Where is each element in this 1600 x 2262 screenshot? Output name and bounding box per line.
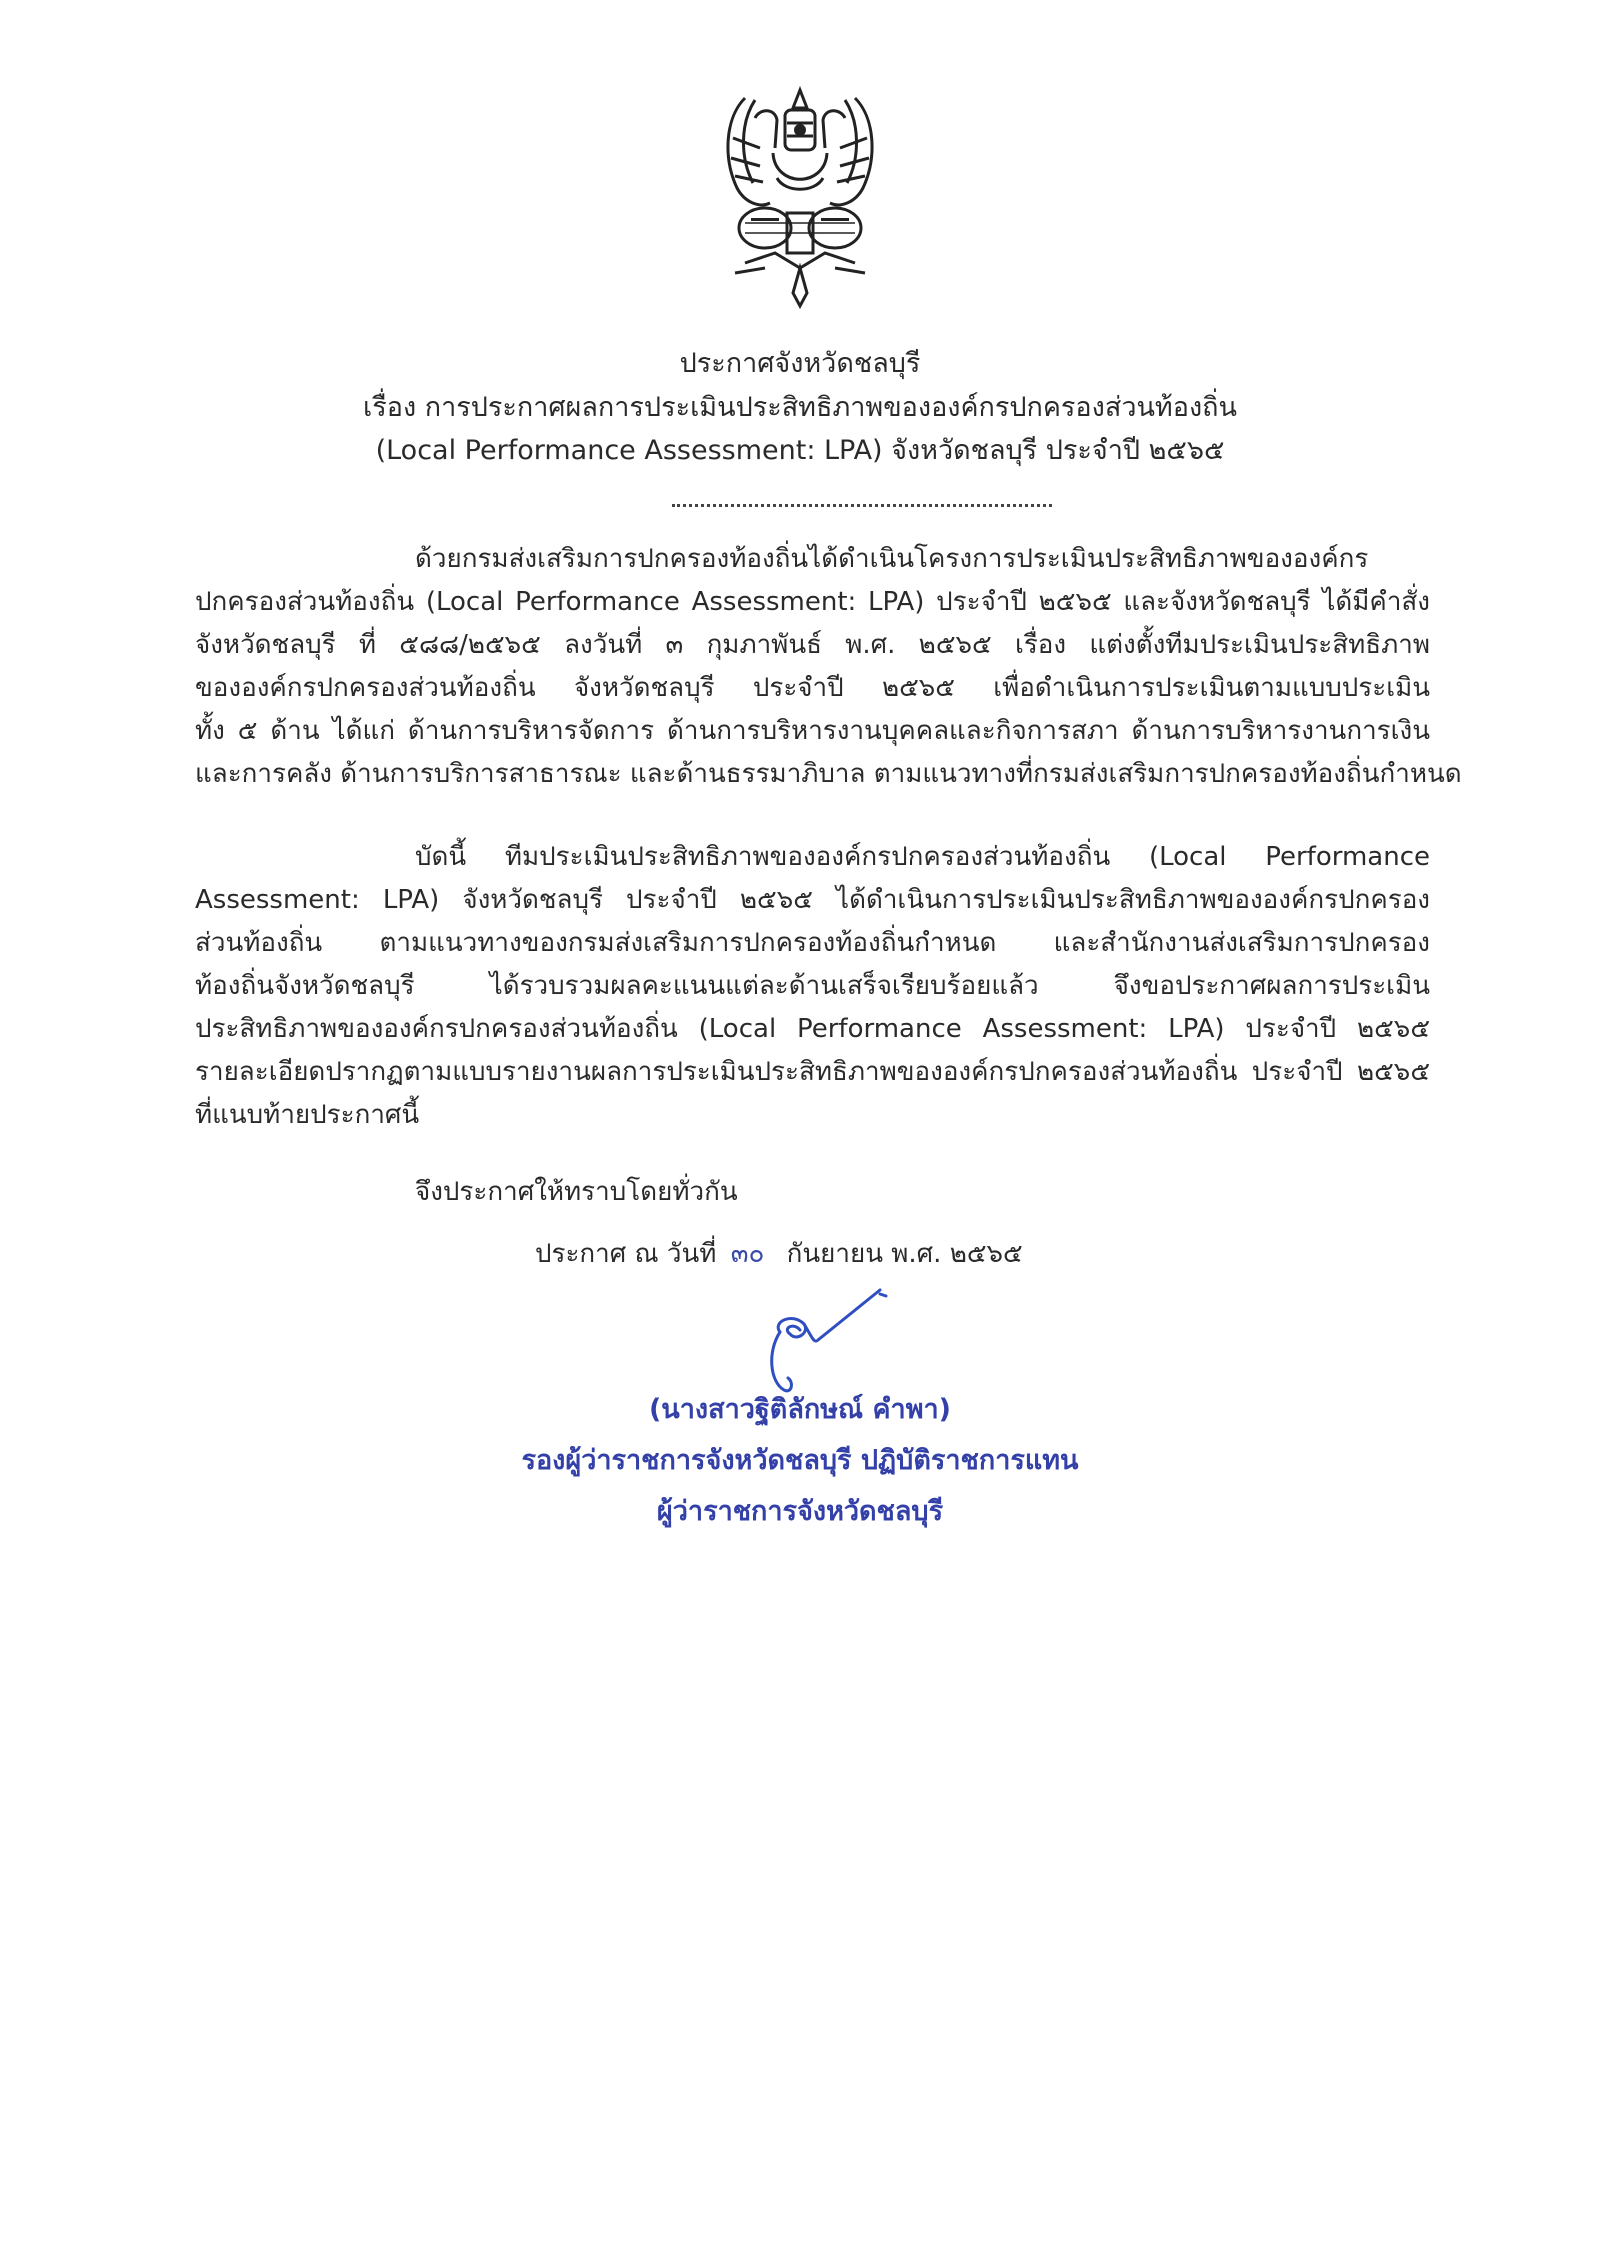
paragraph-line: ด้วยกรมส่งเสริมการปกครองท้องถิ่นได้ดำเนินโครงการประเมินประสิทธิภาพขององค์กร	[415, 544, 1369, 574]
announcement-title: ประกาศจังหวัดชลบุรี	[679, 348, 921, 379]
signature-icon	[752, 1282, 892, 1402]
signatory-position: รองผู้ว่าราชการจังหวัดชลบุรี ปฏิบัติราชการแทน	[521, 1445, 1079, 1476]
announcement-date	[535, 1236, 1023, 1272]
paragraph-line: ท้องถิ่นจังหวัดชลบุรี ได้รวบรวมผลคะแนนแต่ละด้านเสร็จเรียบร้อยแล้ว จึงขอประกาศผลการประเมิน	[195, 971, 1430, 1001]
signatory-name: (นางสาวฐิติลักษณ์ คำพา)	[648, 1394, 952, 1425]
paragraph-line: จังหวัดชลบุรี ที่ ๕๘๘/๒๕๖๕ ลงวันที่ ๓ กุมภาพันธ์ พ.ศ. ๒๕๖๕ เรื่อง แต่งตั้งทีมประเมินประสิทธิภาพ	[195, 630, 1430, 660]
separator-dotted-line	[672, 500, 1052, 507]
date-month-year: กันยายน พ.ศ. ๒๕๖๕	[786, 1239, 1023, 1269]
paragraph-line: รายละเอียดปรากฏตามแบบรายงานผลการประเมินประสิทธิภาพขององค์กรปกครองส่วนท้องถิ่น ประจำปี ๒๕๖๕	[195, 1057, 1430, 1087]
garuda-emblem-icon	[715, 78, 885, 310]
paragraph-line: บัดนี้ ทีมประเมินประสิทธิภาพขององค์กรปกครองส่วนท้องถิ่น (Local Performance	[415, 842, 1430, 872]
announcement-subject: เรื่อง การประกาศผลการประเมินประสิทธิภาพขององค์กรปกครองส่วนท้องถิ่น	[363, 392, 1237, 423]
paragraph-line: ส่วนท้องถิ่น ตามแนวทางของกรมส่งเสริมการปกครองท้องถิ่นกำหนด และสำนักงานส่งเสริมการปกครอง	[195, 928, 1430, 958]
paragraph-line: ที่แนบท้ายประกาศนี้	[195, 1100, 420, 1130]
signatory-position-2: ผู้ว่าราชการจังหวัดชลบุรี	[656, 1496, 944, 1527]
paragraph-line: ปกครองส่วนท้องถิ่น (Local Performance Assessment: LPA) ประจำปี ๒๕๖๕ และจังหวัดชลบุรี ได้มีคำสั่ง	[195, 587, 1430, 617]
paragraph-line: Assessment: LPA) จังหวัดชลบุรี ประจำปี ๒๕๖๕ ได้ดำเนินการประเมินประสิทธิภาพขององค์กรปกครอง	[195, 885, 1430, 915]
date-prefix: ประกาศ ณ วันที่	[535, 1239, 717, 1269]
date-day: ๓๐	[730, 1239, 765, 1269]
announcement-subject-line2: (Local Performance Assessment: LPA) จังหวัดชลบุรี ประจำปี ๒๕๖๕	[375, 435, 1225, 466]
closing-statement: จึงประกาศให้ทราบโดยทั่วกัน	[415, 1177, 738, 1207]
paragraph-line: ประสิทธิภาพขององค์กรปกครองส่วนท้องถิ่น (Local Performance Assessment: LPA) ประจำปี ๒๕๖๕	[195, 1014, 1430, 1044]
paragraph-line: และการคลัง ด้านการบริการสาธารณะ และด้านธรรมาภิบาล ตามแนวทางที่กรมส่งเสริมการปกครองท้องถิ่นกำหนด	[195, 759, 1462, 789]
paragraph-line: ขององค์กรปกครองส่วนท้องถิ่น จังหวัดชลบุรี ประจำปี ๒๕๖๕ เพื่อดำเนินการประเมินตามแบบประเมิน	[195, 673, 1430, 703]
paragraph-line: ทั้ง ๕ ด้าน ได้แก่ ด้านการบริหารจัดการ ด้านการบริหารงานบุคคลและกิจการสภา ด้านการบริหารงานการเงิน	[195, 716, 1430, 746]
